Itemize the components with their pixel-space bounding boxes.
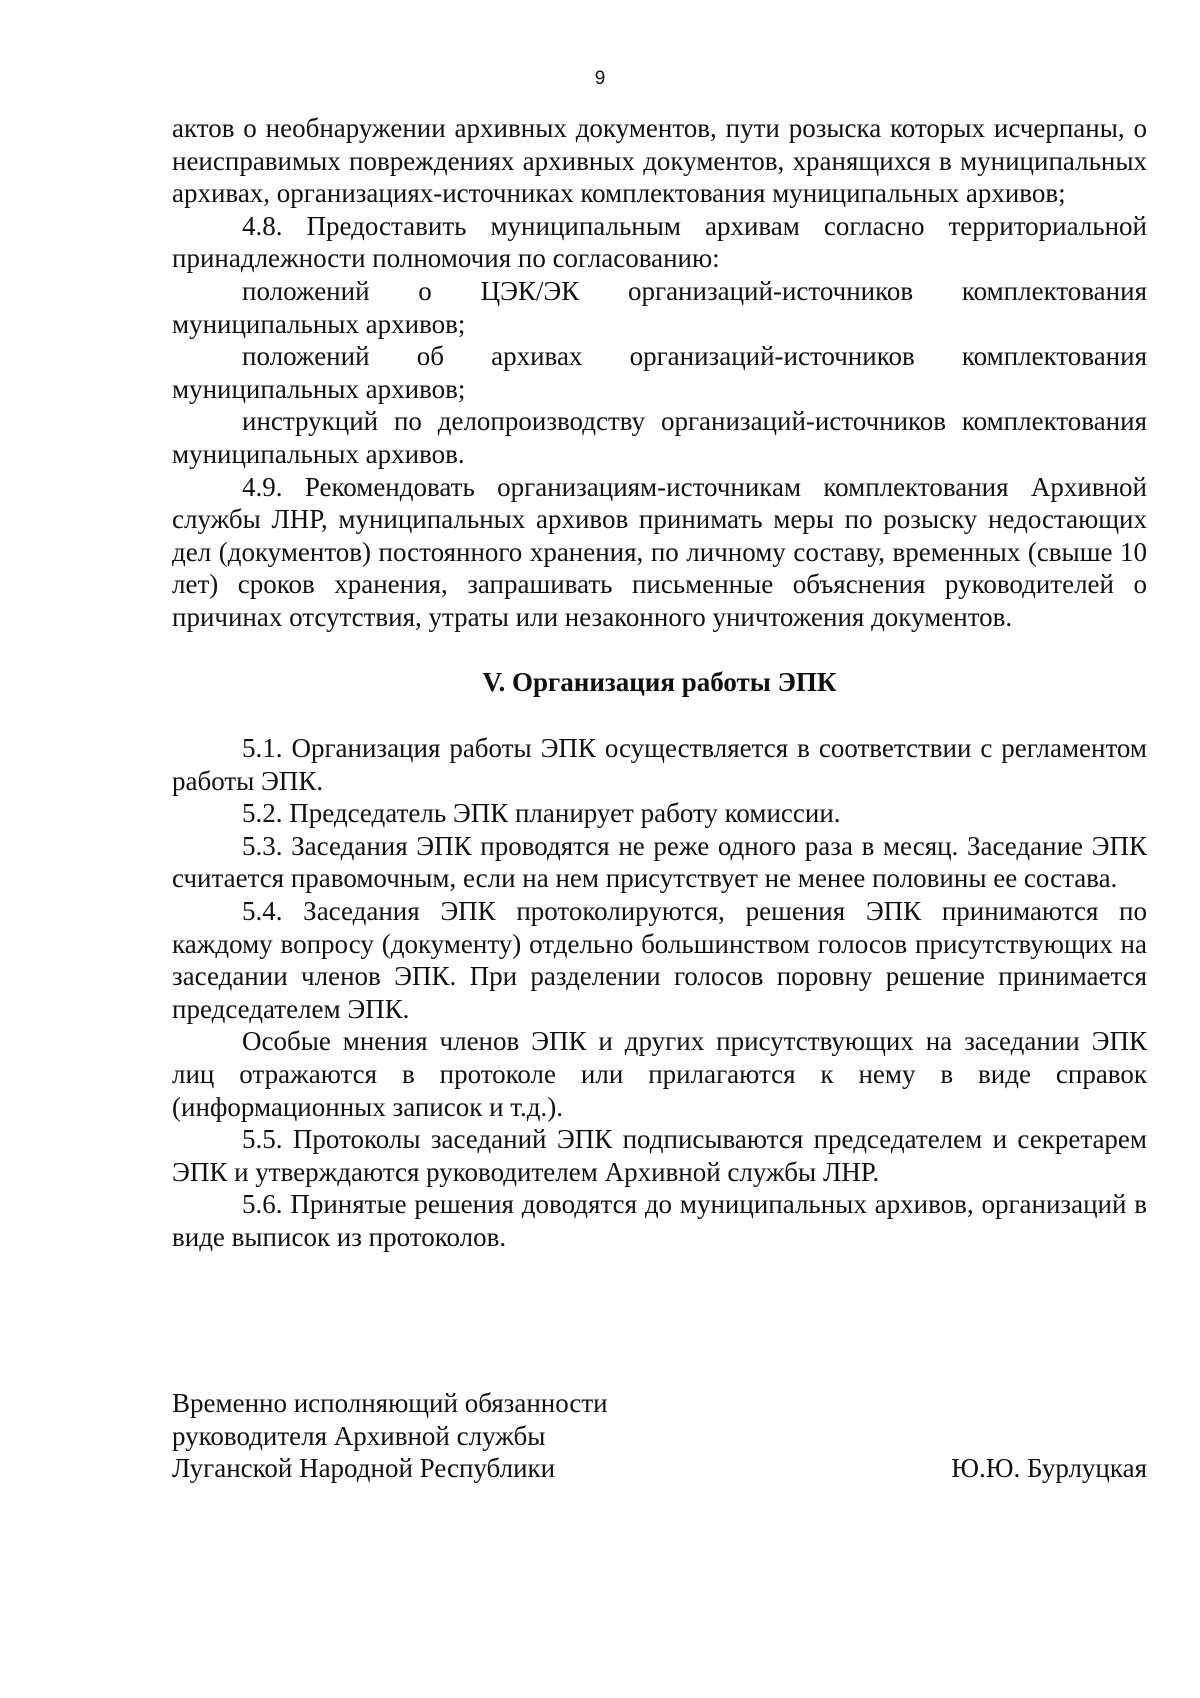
paragraph-5-5: 5.5. Протоколы заседаний ЭПК подписываются председателем и секретарем ЭПК и утверждаются руководителем Архивной службы ЛНР.	[172, 1124, 1147, 1187]
paragraph-4-8: 4.8. Предоставить муниципальным архивам согласно территориальной принадлежности полномочия по согласованию:	[172, 210, 1147, 274]
paragraph-4-8-item-instructions: инструкций по делопроизводству организаций-источников комплектования муниципальных архивов.	[172, 406, 1147, 469]
paragraph-4-8-item-cek: положений о ЦЭК/ЭК организаций-источников комплектования муниципальных архивов;	[172, 275, 1147, 339]
section-heading-epk: V. Организация работы ЭПК	[482, 666, 837, 697]
paragraph-special-opinions: Особые мнения членов ЭПК и других присутствующих на заседании ЭПК лиц отражаются в протоколе или прилагаются к нему в виде справок (информационных записок и т.д.).	[172, 1026, 1147, 1122]
paragraph-4-9: 4.9. Рекомендовать организациям-источникам комплектования Архивной службы ЛНР, муниципальных архивов принимать меры по розыску недостающих дел (документов) постоянного хранения, по личному составу, временных (свыше 10 лет) сроков хранения, запрашивать письменные объяснения руководителей о причинах отсутствия, утраты или незаконного уничтожения документов.	[172, 471, 1147, 632]
paragraph-5-6: 5.6. Принятые решения доводятся до муниципальных архивов, организаций в виде выписок из протоколов.	[172, 1189, 1147, 1252]
page-number: 9	[594, 68, 606, 89]
signatory-last-line	[172, 1452, 1147, 1485]
paragraph-5-3: 5.3. Заседания ЭПК проводятся не реже одного раза в месяц. Заседание ЭПК считается правомочным, если на нем присутствует не менее половины ее состава.	[172, 830, 1147, 894]
paragraph-5-2: 5.2. Председатель ЭПК планирует работу комиссии.	[242, 798, 841, 829]
paragraph-acts-continuation: актов о необнаружении архивных документов, пути розыска которых исчерпаны, о неисправимых повреждениях архивных документов, хранящихся в муниципальных архивах, организациях-источниках комплектования муниципальных архивов;	[172, 113, 1147, 209]
signature-block	[172, 1387, 1147, 1485]
paragraph-4-8-item-archives: положений об архивах организаций-источников комплектования муниципальных архивов;	[172, 341, 1147, 404]
signatory-name: Ю.Ю. Бурлуцкая	[951, 1453, 1147, 1484]
signatory-title-line-1: Временно исполняющий обязанности	[172, 1388, 608, 1418]
signatory-title-line-3: Луганской Народной Республики	[172, 1453, 556, 1484]
signatory-title-line-2: руководителя Архивной службы	[172, 1420, 546, 1451]
paragraph-5-1: 5.1. Организация работы ЭПК осуществляется в соответствии с регламентом работы ЭПК.	[172, 733, 1147, 796]
paragraph-5-4: 5.4. Заседания ЭПК протоколируются, решения ЭПК принимаются по каждому вопросу (документу) отдельно большинством голосов присутствующих на заседании членов ЭПК. При разделении голосов поровну решение принимается председателем ЭПК.	[172, 896, 1147, 1024]
document-body	[172, 112, 1147, 1254]
